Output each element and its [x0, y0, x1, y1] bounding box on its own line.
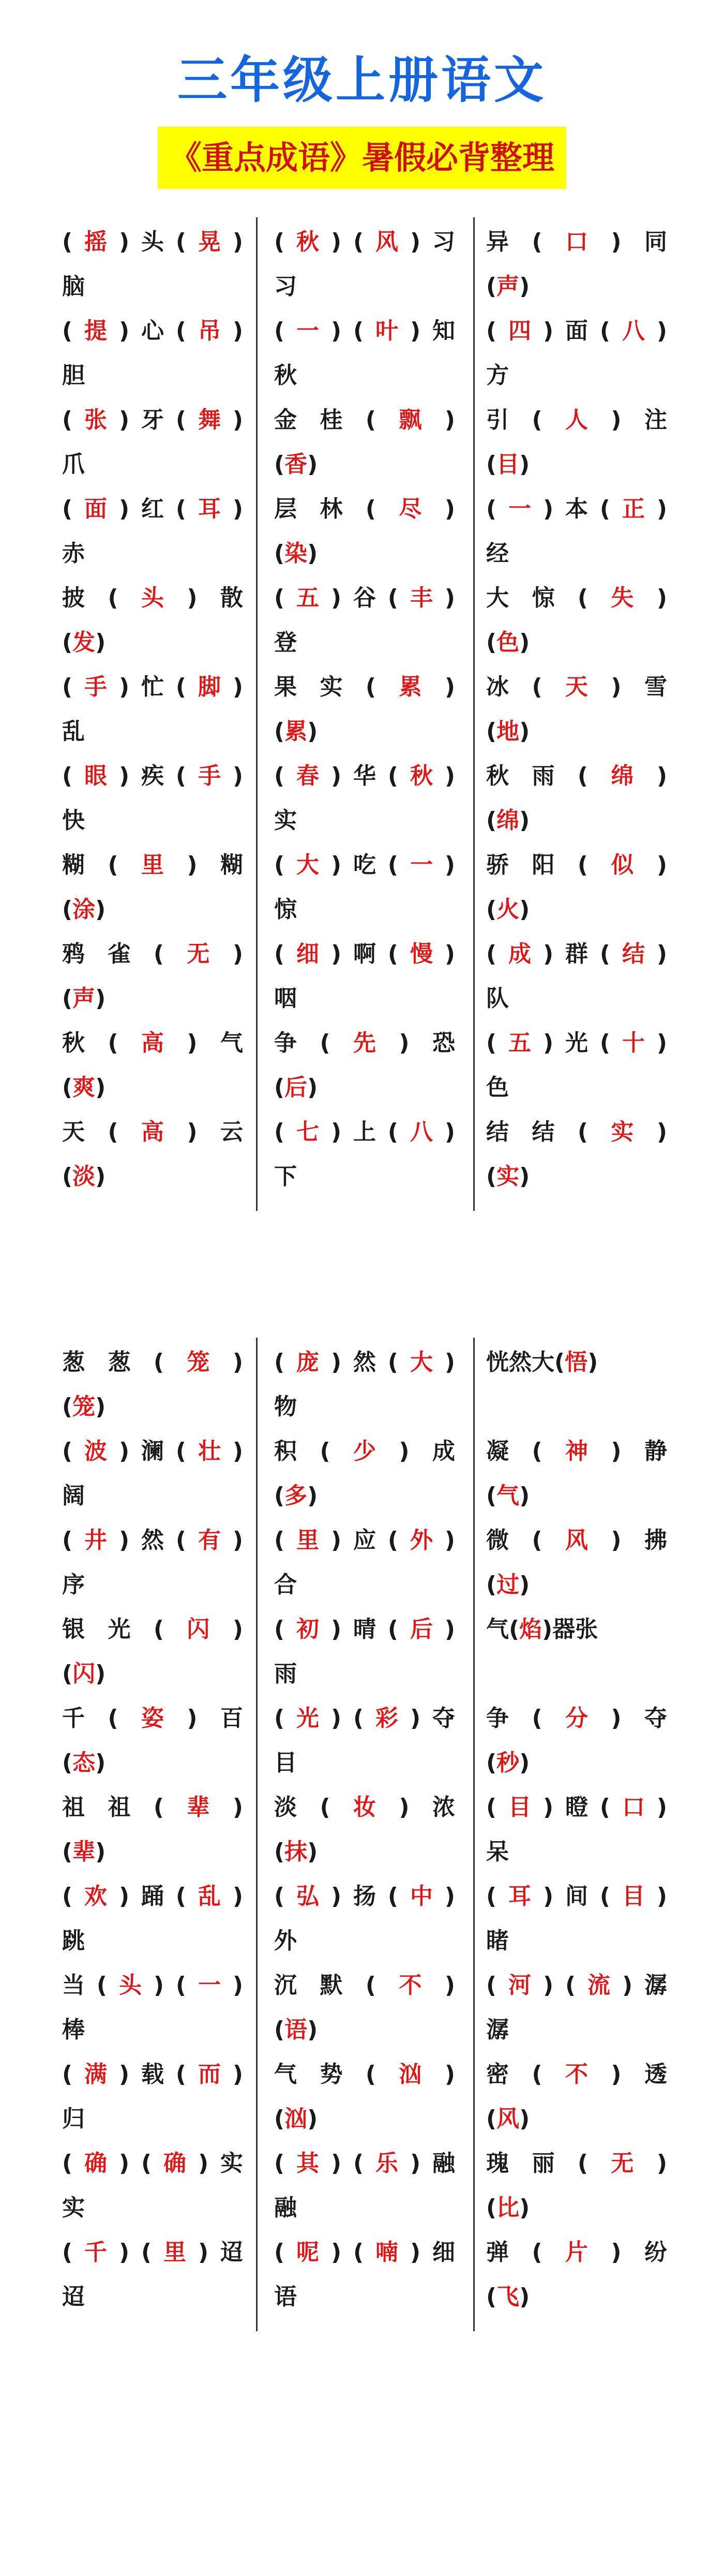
idiom-entry	[486, 665, 667, 754]
idiom-line-continued: 呆	[486, 1839, 509, 1865]
idiom-entry	[486, 1607, 667, 1696]
idiom-line: ( 提 ) 心 ( 吊 )	[62, 318, 243, 344]
idiom-entry	[62, 1110, 243, 1199]
idiom-entry	[62, 1429, 243, 1518]
idiom-line-continued: 色	[486, 1074, 509, 1101]
idiom-entry	[486, 309, 667, 398]
idiom-entry	[274, 2230, 455, 2319]
idiom-entry	[486, 1110, 667, 1199]
idiom-line-continued: (多)	[274, 1483, 318, 1509]
idiom-line: ( 大 ) 吃 ( 一 )	[274, 852, 455, 878]
idiom-entry	[274, 1607, 455, 1696]
idiom-line: 金 桂 ( 飘 )	[274, 407, 455, 433]
idiom-line: 争 ( 分 ) 夺	[486, 1705, 667, 1731]
idiom-line-continued: (发)	[62, 629, 106, 656]
idiom-entry	[274, 1429, 455, 1518]
idiom-line: 恍然大(悟)	[486, 1349, 598, 1375]
idiom-column-1	[62, 1340, 243, 2319]
idiom-line-continued: 队	[486, 985, 509, 1012]
idiom-line: 弹 ( 片 ) 纷	[486, 2239, 667, 2266]
idiom-line-continued: (爽)	[62, 1074, 106, 1101]
idiom-entry	[274, 843, 455, 932]
column-divider	[473, 1338, 475, 2331]
idiom-line: 银 光 ( 闪 )	[62, 1616, 243, 1642]
idiom-entry	[274, 2052, 455, 2141]
column-divider	[256, 1338, 258, 2331]
idiom-line-continued: 方	[486, 362, 509, 389]
idiom-line: 大 惊 ( 失 )	[486, 585, 667, 611]
idiom-line-continued: 睹	[486, 1928, 509, 1954]
idiom-entry	[62, 576, 243, 665]
idiom-line: ( 春 ) 华 ( 秋 )	[274, 763, 455, 789]
idiom-line: 引 ( 人 ) 注	[486, 407, 667, 433]
idiom-line: 瑰 丽 ( 无 )	[486, 2150, 667, 2177]
idiom-line: 异 ( 口 ) 同	[486, 229, 667, 255]
idiom-line-continued: (香)	[274, 451, 318, 478]
idiom-line: ( 摇 ) 头 ( 晃 )	[62, 229, 243, 255]
idiom-line-continued: (目)	[486, 451, 530, 478]
idiom-line: ( 七 ) 上 ( 八 )	[274, 1119, 455, 1145]
idiom-line: 气 势 ( 汹 )	[274, 2061, 455, 2088]
idiom-line-continued: 爪	[62, 451, 85, 478]
idiom-line-continued: 秋	[274, 362, 297, 389]
column-divider	[473, 217, 475, 1211]
idiom-entry	[274, 754, 455, 843]
idiom-entry	[274, 1110, 455, 1199]
idiom-line: ( 欢 ) 踊 ( 乱 )	[62, 1883, 243, 1909]
idiom-line: ( 千 ) ( 里 ) 迢	[62, 2239, 243, 2266]
idiom-line-continued: (绵)	[486, 807, 530, 834]
idiom-column-3	[486, 1340, 667, 2319]
idiom-line-continued: (后)	[274, 1074, 318, 1101]
idiom-column-3	[486, 220, 667, 1199]
idiom-entry	[62, 1518, 243, 1607]
idiom-line-continued: (声)	[486, 273, 530, 300]
idiom-line-continued: (染)	[274, 540, 318, 567]
idiom-line: ( 五 ) 谷 ( 丰 )	[274, 585, 455, 611]
column-divider	[256, 217, 258, 1211]
idiom-line: ( 呢 ) ( 喃 ) 细	[274, 2239, 455, 2266]
idiom-line: ( 确 ) ( 确 ) 实	[62, 2150, 243, 2177]
idiom-line: ( 成 ) 群 ( 结 )	[486, 941, 667, 967]
idiom-line-continued: (涂)	[62, 896, 106, 923]
idiom-entry	[486, 398, 667, 487]
idiom-entry	[486, 843, 667, 932]
idiom-line-continued: 归	[62, 2106, 85, 2132]
idiom-entry	[486, 2230, 667, 2319]
idiom-column-2	[274, 1340, 455, 2319]
idiom-entry	[486, 1785, 667, 1874]
idiom-line: 果 实 ( 累 )	[274, 674, 455, 700]
idiom-line-continued: 赤	[62, 540, 85, 567]
idiom-line: ( 弘 ) 扬 ( 中 )	[274, 1883, 455, 1909]
idiom-line-continued: (抹)	[274, 1839, 318, 1865]
idiom-entry	[62, 398, 243, 487]
idiom-entry	[486, 1963, 667, 2052]
idiom-line-continued: 快	[62, 807, 85, 834]
idiom-entry	[62, 487, 243, 576]
idiom-line: 祖 祖 ( 辈 )	[62, 1794, 243, 1820]
idiom-entry	[486, 754, 667, 843]
idiom-line: ( 张 ) 牙 ( 舞 )	[62, 407, 243, 433]
idiom-entry	[62, 754, 243, 843]
idiom-line-continued: (火)	[486, 896, 530, 923]
idiom-line: ( 河 ) ( 流 ) 潺	[486, 1972, 667, 1998]
idiom-line-continued: 登	[274, 629, 297, 656]
idiom-line: ( 四 ) 面 ( 八 )	[486, 318, 667, 344]
idiom-entry	[274, 932, 455, 1021]
idiom-line-continued: (闪)	[62, 1661, 106, 1687]
idiom-line: ( 一 ) 本 ( 正 )	[486, 496, 667, 522]
idiom-entry	[486, 1518, 667, 1607]
idiom-line: 微 ( 风 ) 拂	[486, 1527, 667, 1553]
idiom-line-continued: 迢	[62, 2284, 85, 2310]
idiom-entry	[62, 2052, 243, 2141]
idiom-line-continued: 实	[274, 807, 297, 834]
idiom-line-continued	[486, 1385, 667, 1429]
idiom-entry	[62, 665, 243, 754]
idiom-section-2	[0, 1338, 724, 2331]
idiom-line: 冰 ( 天 ) 雪	[486, 674, 667, 700]
idiom-line-continued: (气)	[486, 1483, 530, 1509]
idiom-entry	[274, 576, 455, 665]
idiom-section-1	[0, 217, 724, 1211]
idiom-line-continued: 序	[62, 1572, 85, 1598]
idiom-line: ( 庞 ) 然 ( 大 )	[274, 1349, 455, 1375]
idiom-entry	[62, 932, 243, 1021]
idiom-entry	[62, 2230, 243, 2319]
idiom-line-continued: (飞)	[486, 2284, 530, 2310]
idiom-entry	[486, 220, 667, 309]
idiom-line-continued: 合	[274, 1572, 297, 1598]
idiom-line-continued	[486, 1652, 667, 1696]
idiom-line: ( 满 ) 载 ( 而 )	[62, 2061, 243, 2088]
idiom-entry	[274, 309, 455, 398]
idiom-line: 当 ( 头 ) ( 一 )	[62, 1972, 243, 1998]
idiom-entry	[274, 1518, 455, 1607]
idiom-line-continued: 棒	[62, 2017, 85, 2043]
idiom-line-continued: (辈)	[62, 1839, 106, 1865]
idiom-line-continued: (笼)	[62, 1394, 106, 1420]
idiom-line: ( 秋 ) ( 风 ) 习	[274, 229, 455, 255]
idiom-line-continued: 外	[274, 1928, 297, 1954]
idiom-line-continued: (风)	[486, 2106, 530, 2132]
idiom-entry	[274, 1021, 455, 1110]
idiom-entry	[62, 220, 243, 309]
idiom-line-continued: (态)	[62, 1750, 106, 1776]
subtitle-banner: 《重点成语》暑假必背整理	[158, 127, 566, 189]
idiom-entry	[486, 487, 667, 576]
idiom-entry	[486, 1021, 667, 1110]
idiom-line-continued: 实	[62, 2195, 85, 2221]
idiom-line: 秋 雨 ( 绵 )	[486, 763, 667, 789]
idiom-line: 天 ( 高 ) 云	[62, 1119, 243, 1145]
idiom-line: 沉 默 ( 不 )	[274, 1972, 455, 1998]
idiom-line-continued: 经	[486, 540, 509, 567]
idiom-line: ( 其 ) ( 乐 ) 融	[274, 2150, 455, 2177]
idiom-line-continued: 习	[274, 273, 297, 300]
idiom-entry	[486, 2141, 667, 2230]
idiom-entry	[486, 576, 667, 665]
idiom-entry	[62, 1874, 243, 1963]
idiom-line: 披 ( 头 ) 散	[62, 585, 243, 611]
idiom-entry	[62, 1963, 243, 2052]
idiom-line: ( 细 ) 啊 ( 慢 )	[274, 941, 455, 967]
idiom-line-continued: 雨	[274, 1661, 297, 1687]
idiom-line: ( 里 ) 应 ( 外 )	[274, 1527, 455, 1553]
idiom-line: 千 ( 姿 ) 百	[62, 1705, 243, 1731]
idiom-column-1	[62, 220, 243, 1199]
idiom-line-continued: 跳	[62, 1928, 85, 1954]
idiom-line: 糊 ( 里 ) 糊	[62, 852, 243, 878]
idiom-entry	[62, 1607, 243, 1696]
idiom-line: ( 手 ) 忙 ( 脚 )	[62, 674, 243, 700]
idiom-line: ( 波 ) 澜 ( 壮 )	[62, 1438, 243, 1464]
idiom-entry	[274, 487, 455, 576]
idiom-line: ( 一 ) ( 叶 ) 知	[274, 318, 455, 344]
idiom-line-continued: 胆	[62, 362, 85, 389]
idiom-line-continued: (累)	[274, 718, 318, 745]
idiom-line-continued: (比)	[486, 2195, 530, 2221]
idiom-line: 结 结 ( 实 )	[486, 1119, 667, 1145]
idiom-entry	[62, 1021, 243, 1110]
page-title: 三年级上册语文	[177, 51, 547, 109]
idiom-line: ( 目 ) 瞪 ( 口 )	[486, 1794, 667, 1820]
idiom-entry	[486, 1340, 667, 1429]
idiom-line-continued: (秒)	[486, 1750, 530, 1776]
idiom-line-continued: 物	[274, 1394, 297, 1420]
idiom-line-continued: (过)	[486, 1572, 530, 1598]
idiom-line: 骄 阳 ( 似 )	[486, 852, 667, 878]
idiom-line-continued: 下	[274, 1163, 297, 1190]
idiom-entry	[274, 1963, 455, 2052]
idiom-line-continued: (实)	[486, 1163, 530, 1190]
idiom-line-continued: 脑	[62, 273, 85, 300]
idiom-line-continued: 咽	[274, 985, 297, 1012]
idiom-line: 淡 ( 妆 ) 浓	[274, 1794, 455, 1820]
idiom-line: ( 耳 ) 间 ( 目 )	[486, 1883, 667, 1909]
idiom-entry	[274, 1696, 455, 1785]
idiom-line-continued: (淡)	[62, 1163, 106, 1190]
idiom-entry	[486, 1429, 667, 1518]
idiom-entry	[274, 220, 455, 309]
idiom-line-continued: 惊	[274, 896, 297, 923]
idiom-entry	[486, 2052, 667, 2141]
idiom-line: 鸦 雀 ( 无 )	[62, 941, 243, 967]
idiom-entry	[486, 932, 667, 1021]
idiom-line: 气(焰)器张	[486, 1616, 598, 1642]
idiom-line: 密 ( 不 ) 透	[486, 2061, 667, 2088]
idiom-entry	[62, 1340, 243, 1429]
idiom-line-continued: 融	[274, 2195, 297, 2221]
idiom-line-continued: 语	[274, 2284, 297, 2310]
idiom-entry	[486, 1696, 667, 1785]
idiom-entry	[62, 1696, 243, 1785]
idiom-line: 层 林 ( 尽 )	[274, 496, 455, 522]
idiom-entry	[62, 309, 243, 398]
idiom-line: ( 井 ) 然 ( 有 )	[62, 1527, 243, 1553]
idiom-line-continued: 阔	[62, 1483, 85, 1509]
idiom-line-continued: 目	[274, 1750, 297, 1776]
idiom-line: ( 五 ) 光 ( 十 )	[486, 1030, 667, 1056]
idiom-entry	[62, 843, 243, 932]
idiom-line: 积 ( 少 ) 成	[274, 1438, 455, 1464]
idiom-line-continued: (汹)	[274, 2106, 318, 2132]
idiom-line: ( 面 ) 红 ( 耳 )	[62, 496, 243, 522]
idiom-line: ( 初 ) 晴 ( 后 )	[274, 1616, 455, 1642]
idiom-line-continued: (地)	[486, 718, 530, 745]
idiom-line: 秋 ( 高 ) 气	[62, 1030, 243, 1056]
idiom-entry	[274, 665, 455, 754]
idiom-entry	[486, 1874, 667, 1963]
idiom-column-2	[274, 220, 455, 1199]
idiom-line-continued: 潺	[486, 2017, 509, 2043]
idiom-line: 凝 ( 神 ) 静	[486, 1438, 667, 1464]
idiom-line-continued: (语)	[274, 2017, 318, 2043]
idiom-entry	[274, 2141, 455, 2230]
idiom-line-continued: 乱	[62, 718, 85, 745]
idiom-line: ( 光 ) ( 彩 ) 夺	[274, 1705, 455, 1731]
idiom-entry	[274, 1874, 455, 1963]
idiom-entry	[274, 1340, 455, 1429]
idiom-entry	[62, 2141, 243, 2230]
idiom-entry	[62, 1785, 243, 1874]
idiom-line: ( 眼 ) 疾 ( 手 )	[62, 763, 243, 789]
idiom-line-continued: (声)	[62, 985, 106, 1012]
idiom-line-continued: (色)	[486, 629, 530, 656]
idiom-line: 葱 葱 ( 笼 )	[62, 1349, 243, 1375]
idiom-line: 争 ( 先 ) 恐	[274, 1030, 455, 1056]
idiom-entry	[274, 1785, 455, 1874]
idiom-entry	[274, 398, 455, 487]
